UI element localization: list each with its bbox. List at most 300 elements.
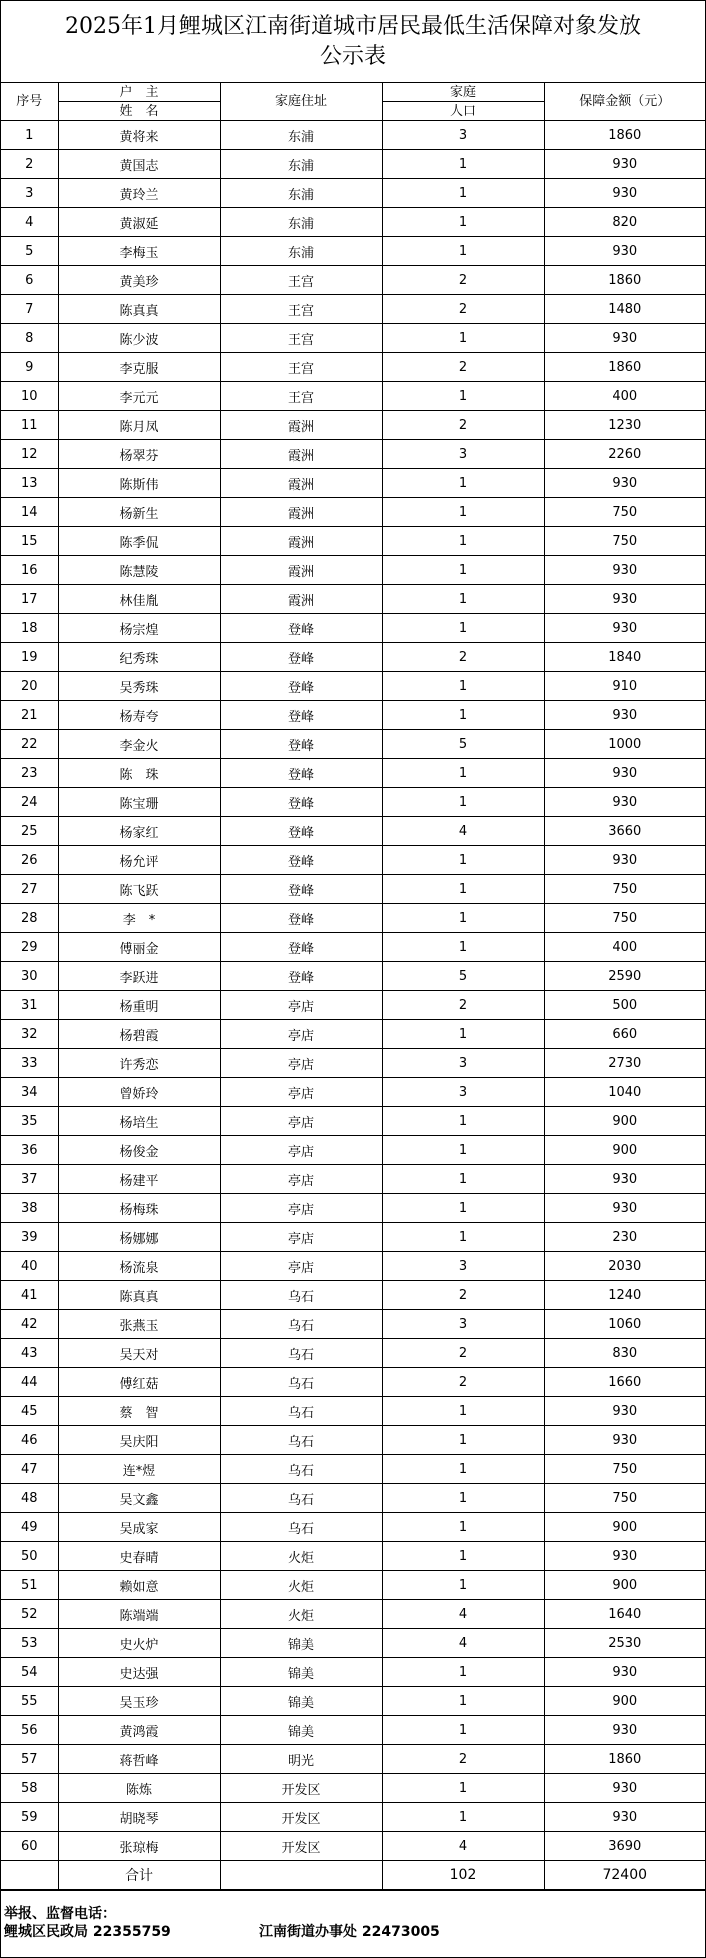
table-row [1, 1687, 705, 1716]
family-size-cell: 1 [382, 237, 544, 266]
address-cell: 乌石 [220, 1397, 382, 1426]
name-cell: 杨宗煌 [58, 614, 220, 643]
address-cell: 乌石 [220, 1281, 382, 1310]
address-cell: 开发区 [220, 1832, 382, 1861]
family-size-cell: 2 [382, 991, 544, 1020]
seq-cell: 10 [1, 382, 58, 411]
amount-cell: 1480 [544, 295, 705, 324]
amount-cell: 930 [544, 1716, 705, 1745]
name-cell: 陈真真 [58, 1281, 220, 1310]
family-size-cell: 1 [382, 846, 544, 875]
seq-cell: 45 [1, 1397, 58, 1426]
amount-cell: 750 [544, 1484, 705, 1513]
seq-cell: 5 [1, 237, 58, 266]
name-cell: 李 * [58, 904, 220, 933]
name-cell: 胡晓琴 [58, 1803, 220, 1832]
seq-cell: 59 [1, 1803, 58, 1832]
address-cell: 登峰 [220, 643, 382, 672]
amount-cell: 930 [544, 701, 705, 730]
name-cell: 杨娜娜 [58, 1223, 220, 1252]
amount-cell: 900 [544, 1107, 705, 1136]
table-row [1, 991, 705, 1020]
address-cell: 开发区 [220, 1774, 382, 1803]
seq-cell: 28 [1, 904, 58, 933]
amount-cell: 930 [544, 585, 705, 614]
address-cell: 登峰 [220, 759, 382, 788]
amount-cell: 930 [544, 614, 705, 643]
amount-cell: 3690 [544, 1832, 705, 1861]
name-cell: 杨家红 [58, 817, 220, 846]
address-cell: 霞洲 [220, 527, 382, 556]
seq-cell: 11 [1, 411, 58, 440]
seq-cell: 13 [1, 469, 58, 498]
amount-cell: 930 [544, 1774, 705, 1803]
table-row [1, 614, 705, 643]
seq-cell: 50 [1, 1542, 58, 1571]
family-size-cell: 2 [382, 1281, 544, 1310]
table-row [1, 1223, 705, 1252]
seq-cell: 27 [1, 875, 58, 904]
name-cell: 林佳胤 [58, 585, 220, 614]
address-cell: 登峰 [220, 788, 382, 817]
table-row [1, 933, 705, 962]
amount-cell: 930 [544, 556, 705, 585]
report-heading: 举报、监督电话： [4, 1906, 116, 1922]
address-cell: 乌石 [220, 1310, 382, 1339]
name-cell: 陈少波 [58, 324, 220, 353]
table-row [1, 208, 705, 237]
table-row [1, 1832, 705, 1861]
table-row [1, 1339, 705, 1368]
family-size-cell: 1 [382, 1571, 544, 1600]
amount-cell: 1640 [544, 1600, 705, 1629]
table-row [1, 1136, 705, 1165]
address-cell: 霞洲 [220, 556, 382, 585]
seq-cell: 17 [1, 585, 58, 614]
family-size-cell: 1 [382, 1658, 544, 1687]
seq-cell: 12 [1, 440, 58, 469]
name-cell: 杨梅珠 [58, 1194, 220, 1223]
table-row [1, 1194, 705, 1223]
name-cell: 杨培生 [58, 1107, 220, 1136]
table-row [1, 701, 705, 730]
amount-cell: 930 [544, 1194, 705, 1223]
address-cell: 火炬 [220, 1600, 382, 1629]
amount-cell: 1860 [544, 266, 705, 295]
amount-cell: 900 [544, 1571, 705, 1600]
table-row [1, 1252, 705, 1281]
name-cell: 杨翠芬 [58, 440, 220, 469]
table-row [1, 1426, 705, 1455]
amount-cell: 1230 [544, 411, 705, 440]
name-cell: 杨允评 [58, 846, 220, 875]
table-row [1, 875, 705, 904]
table-row [1, 1310, 705, 1339]
seq-cell: 32 [1, 1020, 58, 1049]
recipient-table [1, 83, 705, 1890]
name-cell: 杨俊金 [58, 1136, 220, 1165]
name-cell: 张琼梅 [58, 1832, 220, 1861]
name-cell: 蒋哲峰 [58, 1745, 220, 1774]
address-cell: 王宫 [220, 382, 382, 411]
address-cell: 乌石 [220, 1339, 382, 1368]
address-cell: 锦美 [220, 1629, 382, 1658]
name-cell: 陈季侃 [58, 527, 220, 556]
address-cell: 亭店 [220, 1020, 382, 1049]
address-cell: 亭店 [220, 1078, 382, 1107]
table-row [1, 1542, 705, 1571]
name-cell: 杨流泉 [58, 1252, 220, 1281]
seq-cell: 30 [1, 962, 58, 991]
seq-cell: 52 [1, 1600, 58, 1629]
address-cell: 东浦 [220, 179, 382, 208]
amount-cell: 750 [544, 527, 705, 556]
table-row [1, 1455, 705, 1484]
address-cell: 王宫 [220, 324, 382, 353]
table-row [1, 1281, 705, 1310]
amount-cell: 1860 [544, 1745, 705, 1774]
amount-cell: 2030 [544, 1252, 705, 1281]
name-cell: 陈炼 [58, 1774, 220, 1803]
seq-cell: 15 [1, 527, 58, 556]
amount-cell: 930 [544, 1542, 705, 1571]
family-size-cell: 5 [382, 962, 544, 991]
name-cell: 陈慧陵 [58, 556, 220, 585]
table-row [1, 469, 705, 498]
table-row [1, 527, 705, 556]
family-size-cell: 5 [382, 730, 544, 759]
name-cell: 曾娇玲 [58, 1078, 220, 1107]
seq-cell: 34 [1, 1078, 58, 1107]
name-cell: 李跃进 [58, 962, 220, 991]
seq-cell: 2 [1, 150, 58, 179]
family-size-cell: 2 [382, 266, 544, 295]
family-size-cell: 1 [382, 585, 544, 614]
address-cell: 东浦 [220, 208, 382, 237]
table-row [1, 962, 705, 991]
seq-cell: 47 [1, 1455, 58, 1484]
family-size-cell: 3 [382, 121, 544, 150]
address-cell: 登峰 [220, 730, 382, 759]
address-cell: 亭店 [220, 1107, 382, 1136]
table-row [1, 266, 705, 295]
table-row [1, 1020, 705, 1049]
table-row [1, 179, 705, 208]
table-row [1, 1774, 705, 1803]
seq-cell: 18 [1, 614, 58, 643]
table-row [1, 1397, 705, 1426]
name-cell: 傅丽金 [58, 933, 220, 962]
amount-cell: 1860 [544, 353, 705, 382]
address-cell: 登峰 [220, 672, 382, 701]
amount-cell: 1860 [544, 121, 705, 150]
name-cell: 李元元 [58, 382, 220, 411]
table-row [1, 672, 705, 701]
address-cell: 锦美 [220, 1687, 382, 1716]
family-size-cell: 1 [382, 701, 544, 730]
seq-cell: 9 [1, 353, 58, 382]
address-cell: 霞洲 [220, 498, 382, 527]
family-size-cell: 4 [382, 1600, 544, 1629]
family-size-cell: 1 [382, 1136, 544, 1165]
total-amount: 72400 [544, 1861, 705, 1890]
seq-cell: 57 [1, 1745, 58, 1774]
seq-cell: 48 [1, 1484, 58, 1513]
address-cell: 亭店 [220, 1194, 382, 1223]
family-size-cell: 1 [382, 382, 544, 411]
seq-cell: 40 [1, 1252, 58, 1281]
amount-cell: 930 [544, 150, 705, 179]
family-size-cell: 4 [382, 1629, 544, 1658]
name-cell: 张燕玉 [58, 1310, 220, 1339]
name-cell: 陈斯伟 [58, 469, 220, 498]
family-size-cell: 1 [382, 469, 544, 498]
total-row [1, 1861, 705, 1890]
amount-cell: 1060 [544, 1310, 705, 1339]
amount-cell: 930 [544, 1658, 705, 1687]
total-address [220, 1861, 382, 1890]
family-size-cell: 4 [382, 1832, 544, 1861]
family-size-cell: 1 [382, 614, 544, 643]
seq-cell: 46 [1, 1426, 58, 1455]
seq-cell: 21 [1, 701, 58, 730]
name-cell: 杨碧霞 [58, 1020, 220, 1049]
amount-cell: 930 [544, 469, 705, 498]
header-amount: 保障金额（元） [544, 83, 705, 121]
table-row [1, 904, 705, 933]
family-size-cell: 1 [382, 1803, 544, 1832]
amount-cell: 930 [544, 1426, 705, 1455]
name-cell: 吴文鑫 [58, 1484, 220, 1513]
family-size-cell: 2 [382, 295, 544, 324]
family-size-cell: 1 [382, 875, 544, 904]
table-row [1, 121, 705, 150]
family-size-cell: 3 [382, 440, 544, 469]
address-cell: 霞洲 [220, 440, 382, 469]
table-row [1, 498, 705, 527]
bureau-phone: 鲤城区民政局 22355759 [4, 1924, 171, 1940]
name-cell: 黄美珍 [58, 266, 220, 295]
name-cell: 黄将来 [58, 121, 220, 150]
table-row [1, 1716, 705, 1745]
name-cell: 陈真真 [58, 295, 220, 324]
amount-cell: 900 [544, 1136, 705, 1165]
amount-cell: 400 [544, 933, 705, 962]
address-cell: 乌石 [220, 1455, 382, 1484]
family-size-cell: 2 [382, 1368, 544, 1397]
table-row [1, 1658, 705, 1687]
address-cell: 亭店 [220, 991, 382, 1020]
seq-cell: 54 [1, 1658, 58, 1687]
name-cell: 史达强 [58, 1658, 220, 1687]
address-cell: 王宫 [220, 266, 382, 295]
address-cell: 乌石 [220, 1484, 382, 1513]
amount-cell: 660 [544, 1020, 705, 1049]
address-cell: 亭店 [220, 1165, 382, 1194]
table-row [1, 1049, 705, 1078]
name-cell: 李克服 [58, 353, 220, 382]
amount-cell: 930 [544, 1803, 705, 1832]
total-seq [1, 1861, 58, 1890]
amount-cell: 2530 [544, 1629, 705, 1658]
amount-cell: 1000 [544, 730, 705, 759]
name-cell: 许秀恋 [58, 1049, 220, 1078]
seq-cell: 6 [1, 266, 58, 295]
address-cell: 亭店 [220, 1223, 382, 1252]
table-row [1, 759, 705, 788]
title-line-1: 2025年1月鲤城区江南街道城市居民最低生活保障对象发放 [65, 13, 641, 39]
office-phone: 江南街道办事处 22473005 [259, 1924, 440, 1940]
amount-cell: 750 [544, 875, 705, 904]
seq-cell: 60 [1, 1832, 58, 1861]
family-size-cell: 1 [382, 1484, 544, 1513]
table-row [1, 440, 705, 469]
family-size-cell: 3 [382, 1049, 544, 1078]
family-size-cell: 1 [382, 179, 544, 208]
name-cell: 黄鸿霞 [58, 1716, 220, 1745]
family-size-cell: 1 [382, 1455, 544, 1484]
amount-cell: 2260 [544, 440, 705, 469]
seq-cell: 29 [1, 933, 58, 962]
amount-cell: 750 [544, 1455, 705, 1484]
family-size-cell: 1 [382, 1542, 544, 1571]
family-size-cell: 1 [382, 150, 544, 179]
family-size-cell: 1 [382, 1716, 544, 1745]
family-size-cell: 1 [382, 1165, 544, 1194]
title-line-2: 公示表 [319, 43, 386, 69]
name-cell: 陈宝珊 [58, 788, 220, 817]
seq-cell: 14 [1, 498, 58, 527]
total-label: 合计 [58, 1861, 220, 1890]
family-size-cell: 1 [382, 1687, 544, 1716]
seq-cell: 36 [1, 1136, 58, 1165]
address-cell: 登峰 [220, 875, 382, 904]
address-cell: 霞洲 [220, 411, 382, 440]
seq-cell: 44 [1, 1368, 58, 1397]
name-cell: 李金火 [58, 730, 220, 759]
seq-cell: 43 [1, 1339, 58, 1368]
total-family: 102 [382, 1861, 544, 1890]
name-cell: 纪秀珠 [58, 643, 220, 672]
amount-cell: 830 [544, 1339, 705, 1368]
table-row [1, 237, 705, 266]
name-cell: 傅红菇 [58, 1368, 220, 1397]
amount-cell: 820 [544, 208, 705, 237]
family-size-cell: 2 [382, 643, 544, 672]
address-cell: 明光 [220, 1745, 382, 1774]
address-cell: 乌石 [220, 1513, 382, 1542]
header-family-top: 家庭 [382, 83, 544, 102]
address-cell: 锦美 [220, 1658, 382, 1687]
table-row [1, 1107, 705, 1136]
table-row [1, 150, 705, 179]
family-size-cell: 2 [382, 1339, 544, 1368]
family-size-cell: 1 [382, 904, 544, 933]
family-size-cell: 1 [382, 1513, 544, 1542]
amount-cell: 2590 [544, 962, 705, 991]
amount-cell: 3660 [544, 817, 705, 846]
family-size-cell: 1 [382, 324, 544, 353]
amount-cell: 930 [544, 179, 705, 208]
table-row [1, 1368, 705, 1397]
address-cell: 锦美 [220, 1716, 382, 1745]
table-row [1, 1165, 705, 1194]
header-holder-top: 户 主 [58, 83, 220, 102]
address-cell: 登峰 [220, 614, 382, 643]
name-cell: 吴天对 [58, 1339, 220, 1368]
table-row [1, 730, 705, 759]
family-size-cell: 1 [382, 788, 544, 817]
seq-cell: 25 [1, 817, 58, 846]
header-seq: 序号 [1, 83, 58, 121]
header-address: 家庭住址 [220, 83, 382, 121]
amount-cell: 930 [544, 237, 705, 266]
table-row [1, 846, 705, 875]
name-cell: 黄国志 [58, 150, 220, 179]
table-row [1, 295, 705, 324]
family-size-cell: 1 [382, 1223, 544, 1252]
name-cell: 黄玲兰 [58, 179, 220, 208]
seq-cell: 8 [1, 324, 58, 353]
family-size-cell: 2 [382, 353, 544, 382]
seq-cell: 26 [1, 846, 58, 875]
header-row [1, 83, 705, 102]
name-cell: 连*煜 [58, 1455, 220, 1484]
amount-cell: 930 [544, 788, 705, 817]
family-size-cell: 2 [382, 1745, 544, 1774]
table-row [1, 411, 705, 440]
amount-cell: 2730 [544, 1049, 705, 1078]
amount-cell: 930 [544, 846, 705, 875]
address-cell: 登峰 [220, 962, 382, 991]
address-cell: 王宫 [220, 353, 382, 382]
amount-cell: 500 [544, 991, 705, 1020]
name-cell: 陈月凤 [58, 411, 220, 440]
name-cell: 吴玉珍 [58, 1687, 220, 1716]
name-cell: 吴庆阳 [58, 1426, 220, 1455]
amount-cell: 900 [544, 1513, 705, 1542]
table-row [1, 1629, 705, 1658]
amount-cell: 910 [544, 672, 705, 701]
name-cell: 陈飞跃 [58, 875, 220, 904]
family-size-cell: 1 [382, 208, 544, 237]
header-holder-bottom: 姓 名 [58, 102, 220, 121]
seq-cell: 19 [1, 643, 58, 672]
amount-cell: 900 [544, 1687, 705, 1716]
family-size-cell: 1 [382, 1020, 544, 1049]
table-row [1, 1571, 705, 1600]
name-cell: 杨建平 [58, 1165, 220, 1194]
seq-cell: 3 [1, 179, 58, 208]
name-cell: 史春晴 [58, 1542, 220, 1571]
name-cell: 杨重明 [58, 991, 220, 1020]
amount-cell: 400 [544, 382, 705, 411]
amount-cell: 930 [544, 1165, 705, 1194]
address-cell: 登峰 [220, 817, 382, 846]
seq-cell: 58 [1, 1774, 58, 1803]
name-cell: 黄淑延 [58, 208, 220, 237]
address-cell: 霞洲 [220, 585, 382, 614]
seq-cell: 24 [1, 788, 58, 817]
name-cell: 蔡 智 [58, 1397, 220, 1426]
family-size-cell: 1 [382, 1194, 544, 1223]
seq-cell: 49 [1, 1513, 58, 1542]
seq-cell: 53 [1, 1629, 58, 1658]
name-cell: 赖如意 [58, 1571, 220, 1600]
address-cell: 登峰 [220, 701, 382, 730]
name-cell: 吴成家 [58, 1513, 220, 1542]
name-cell: 杨寿夸 [58, 701, 220, 730]
